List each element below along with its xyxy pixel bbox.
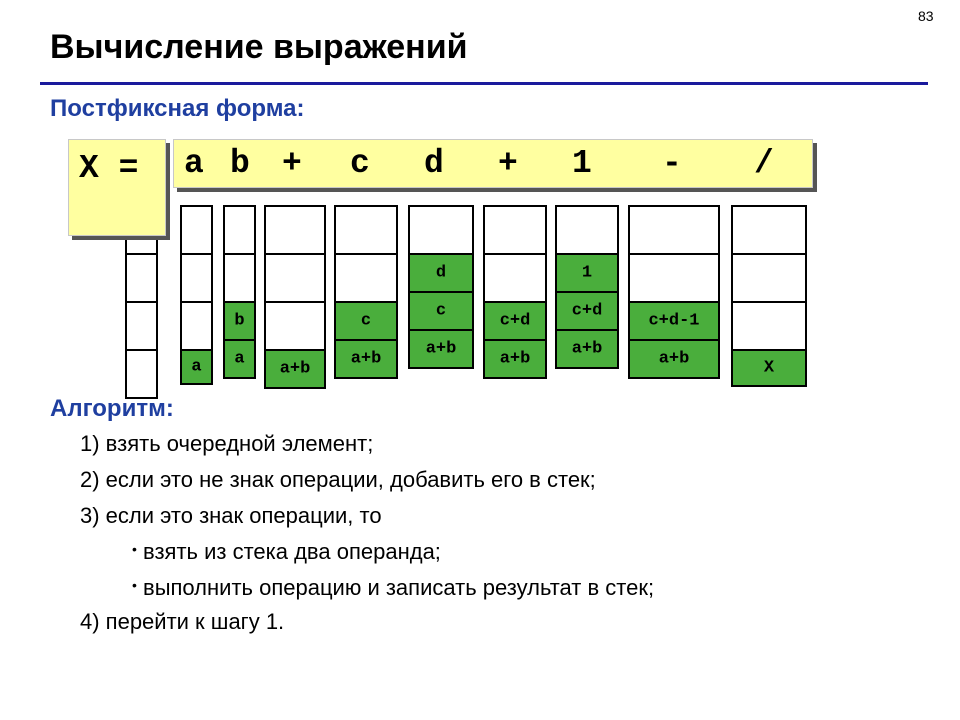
assign-box: [68, 139, 166, 236]
stack-cell: [223, 253, 256, 303]
stack-cell: [483, 253, 547, 303]
stack-cell: a+b: [555, 329, 619, 369]
stack-cell: a+b: [408, 329, 474, 369]
stack-cell: a+b: [334, 339, 398, 379]
stack-cell: b: [223, 301, 256, 341]
stack-cell: [125, 253, 158, 303]
stack-cell: a+b: [483, 339, 547, 379]
expr-token: +: [282, 145, 302, 182]
assign-label: X =: [79, 150, 139, 187]
stack-cell: a: [180, 349, 213, 385]
stack-cell: c+d: [555, 291, 619, 331]
stack-cell: [731, 253, 807, 303]
stack-cell: [223, 205, 256, 255]
stack-cell: [731, 301, 807, 351]
stack-cell: [125, 301, 158, 351]
subtitle: Постфиксная форма:: [50, 95, 305, 122]
stack-cell: c+d-1: [628, 301, 720, 341]
expr-token: c: [350, 145, 370, 182]
algorithm-heading: Алгоритм:: [50, 395, 174, 422]
expr-token: +: [498, 145, 518, 182]
stack-cell: a: [223, 339, 256, 379]
algorithm-substep: выполнить операцию и записать результат в стек;: [143, 575, 655, 600]
expr-token: -: [662, 145, 682, 182]
stack-cell: [264, 253, 326, 303]
stack-cell: d: [408, 253, 474, 293]
title-underline: [40, 82, 928, 85]
algorithm-substep: взять из стека два операнда;: [143, 539, 441, 564]
expr-token: d: [424, 145, 444, 182]
expr-token: /: [754, 145, 774, 182]
stack-cell: [408, 205, 474, 255]
stack-cell: a+b: [264, 349, 326, 389]
stack-cell: [180, 205, 213, 255]
expr-token: 1: [572, 145, 592, 182]
algorithm-step: 2) если это не знак операции, добавить его в стек;: [80, 467, 596, 492]
stack-cell: [483, 205, 547, 255]
stack-cell: [334, 205, 398, 255]
algorithm-step: 1) взять очередной элемент;: [80, 431, 374, 456]
stack-cell: [628, 205, 720, 255]
slide-title: Вычисление выражений: [50, 28, 468, 66]
stack-cell: 1: [555, 253, 619, 293]
stack-cell: [180, 253, 213, 303]
stack-cell: X: [731, 349, 807, 387]
stack-cell: [555, 205, 619, 255]
bullet-icon: •: [132, 577, 137, 593]
stack-cell: a+b: [628, 339, 720, 379]
stack-cell: c+d: [483, 301, 547, 341]
bullet-icon: •: [132, 541, 137, 557]
stack-cell: [628, 253, 720, 303]
expr-token: b: [230, 145, 250, 182]
expression-box: [173, 139, 813, 188]
page-number: 83: [918, 8, 934, 24]
stack-cell: c: [334, 301, 398, 341]
stack-cell: c: [408, 291, 474, 331]
stack-cell: [125, 349, 158, 399]
stack-cell: [334, 253, 398, 303]
stack-cell: [180, 301, 213, 351]
expr-token: a: [184, 145, 204, 182]
stack-cell: [264, 301, 326, 351]
algorithm-step: 3) если это знак операции, то: [80, 503, 382, 528]
stack-cell: [264, 205, 326, 255]
stack-cell: [731, 205, 807, 255]
algorithm-step: 4) перейти к шагу 1.: [80, 609, 285, 634]
